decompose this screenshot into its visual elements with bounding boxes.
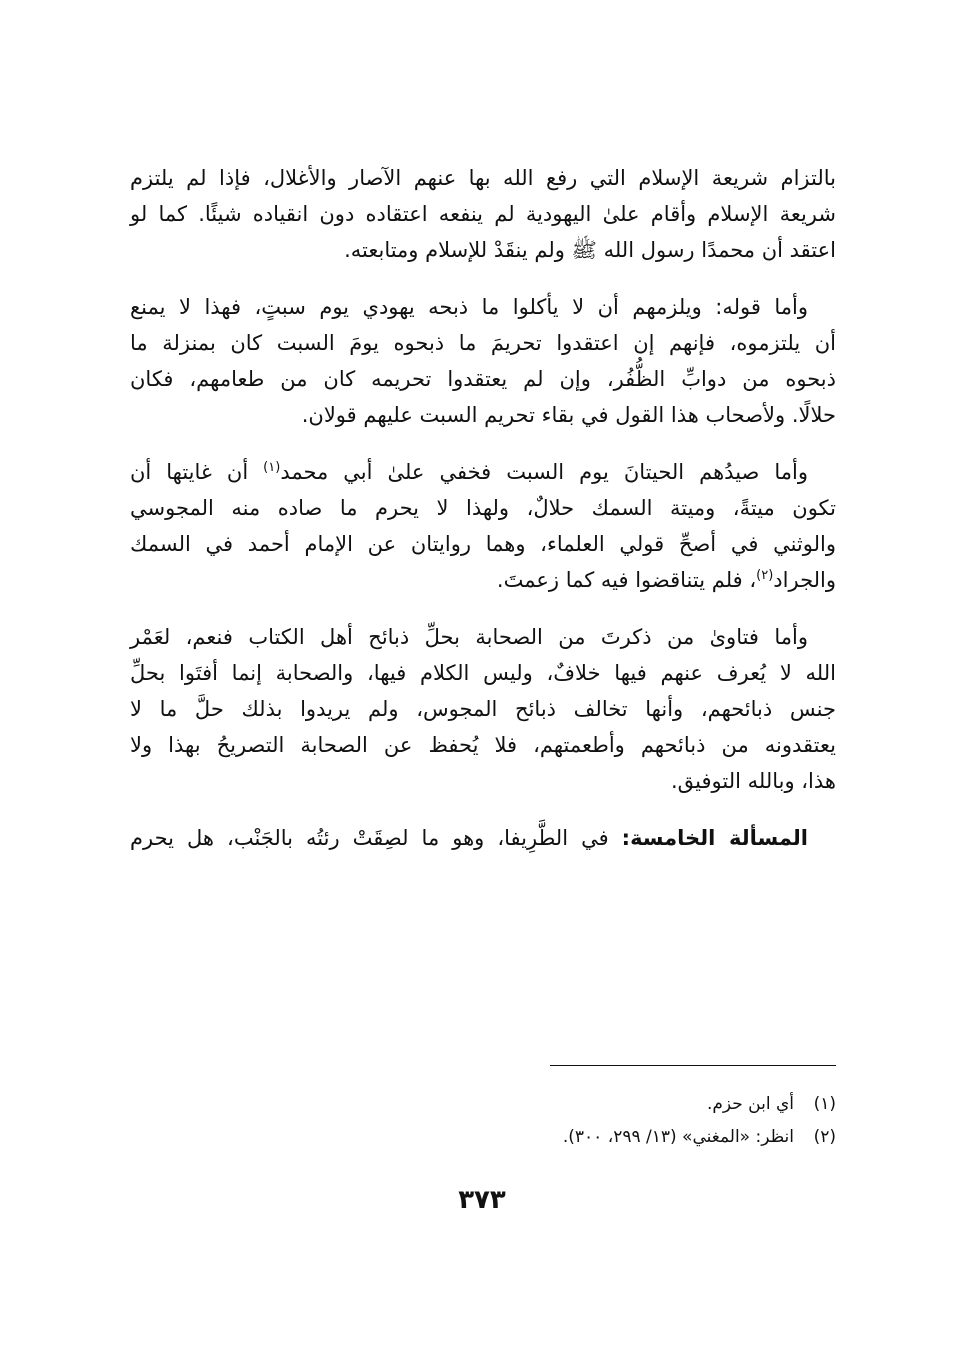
paragraph-4 [130, 619, 836, 799]
paragraph-2 [130, 289, 836, 433]
text-line [130, 562, 836, 598]
paragraph-3 [130, 454, 836, 598]
paragraph-5 [130, 820, 836, 856]
text-line: هذا، وبالله التوفيق. [670, 769, 836, 793]
footnotes [420, 1088, 836, 1154]
line-text: في الطَّرِيفا، وهو ما لصِقَتْ رئتُه بالجَنْب، هل يحرم [130, 826, 622, 850]
footnote-1 [420, 1088, 836, 1121]
text-line: يعتقدونه من ذبائحهم وأطعمتهم، فلا يُحفظ عن الصحابة التصريحُ بهذا ولا [130, 733, 836, 757]
text-line: تكون ميتةً، وميتة السمك حلالٌ، ولهذا لا يحرم ما صاده منه المجوسي [130, 496, 836, 520]
text-line: وأما قوله: ويلزمهم أن لا يأكلوا ما ذبحه يهودي يوم سبتٍ، فهذا لا يمنع [130, 295, 808, 319]
footnote-ref-1[interactable]: (١) [263, 460, 281, 475]
text-line [130, 454, 836, 490]
footnote-text: انظر: «المغني» (١٣/ ٢٩٩، ٣٠٠). [562, 1127, 794, 1147]
section-heading: المسألة الخامسة: [621, 826, 808, 850]
text-line: أن يلتزموه، فإنهم إن اعتقدوا تحريمَ ما ذبحوه يومَ السبت كان بمنزلة ما [130, 331, 836, 355]
text-line: وأما فتاوىٰ من ذكرتَ من الصحابة بحلِّ ذبائح أهل الكتاب فنعم، لعَمْر [130, 625, 808, 649]
text-line: اعتقد أن محمدًا رسول الله ﷺ ولم ينقَدْ للإسلام ومتابعته. [344, 238, 836, 262]
line-text: والجراد [773, 568, 836, 592]
text-line: شريعة الإسلام وأقام علىٰ اليهودية لم ينفعه اعتقاده دون انقياده شيئًا. كما لو [130, 202, 836, 226]
line-text: ، فلم يتناقضوا فيه كما زعمتَ. [496, 568, 757, 592]
main-text [130, 160, 836, 877]
footnote-text: أي ابن حزم. [706, 1094, 794, 1114]
page-number: ٣٧٣ [458, 1185, 506, 1215]
footnote-divider [550, 1065, 836, 1066]
footnote-ref-2[interactable]: (٢) [756, 568, 774, 583]
footnote-number: (١) [813, 1094, 836, 1114]
text-line: بالتزام شريعة الإسلام التي رفع الله بها عنهم الآصار والأغلال، فإذا لم يلتزم [130, 166, 836, 190]
line-text: وأما صيدُهم الحيتانَ يوم السبت فخفي علىٰ أبي محمد [280, 460, 808, 484]
text-line: ذبحوه من دوابِّ الظُّفُر، وإن لم يعتقدوا تحريمه كان من طعامهم، فكان [130, 367, 836, 391]
text-line: حلالًا. ولأصحاب هذا القول في بقاء تحريم السبت عليهم قولان. [301, 403, 836, 427]
text-line: جنس ذبائحهم، وأنها تخالف ذبائح المجوس، ولم يريدوا بذلك حلَّ ما لا [130, 697, 836, 721]
text-line [130, 820, 836, 856]
footnote-2 [420, 1121, 836, 1154]
footnote-number: (٢) [813, 1127, 836, 1147]
text-line: الله لا يُعرف عنهم فيها خلافٌ، وليس الكلام فيها، والصحابة إنما أفتَوا بحلِّ [130, 661, 836, 685]
paragraph-1 [130, 160, 836, 268]
line-text: أن غايتها أن [130, 460, 264, 484]
text-line: والوثني في أصحِّ قولي العلماء، وهما روايتان عن الإمام أحمد في السمك [130, 532, 836, 556]
